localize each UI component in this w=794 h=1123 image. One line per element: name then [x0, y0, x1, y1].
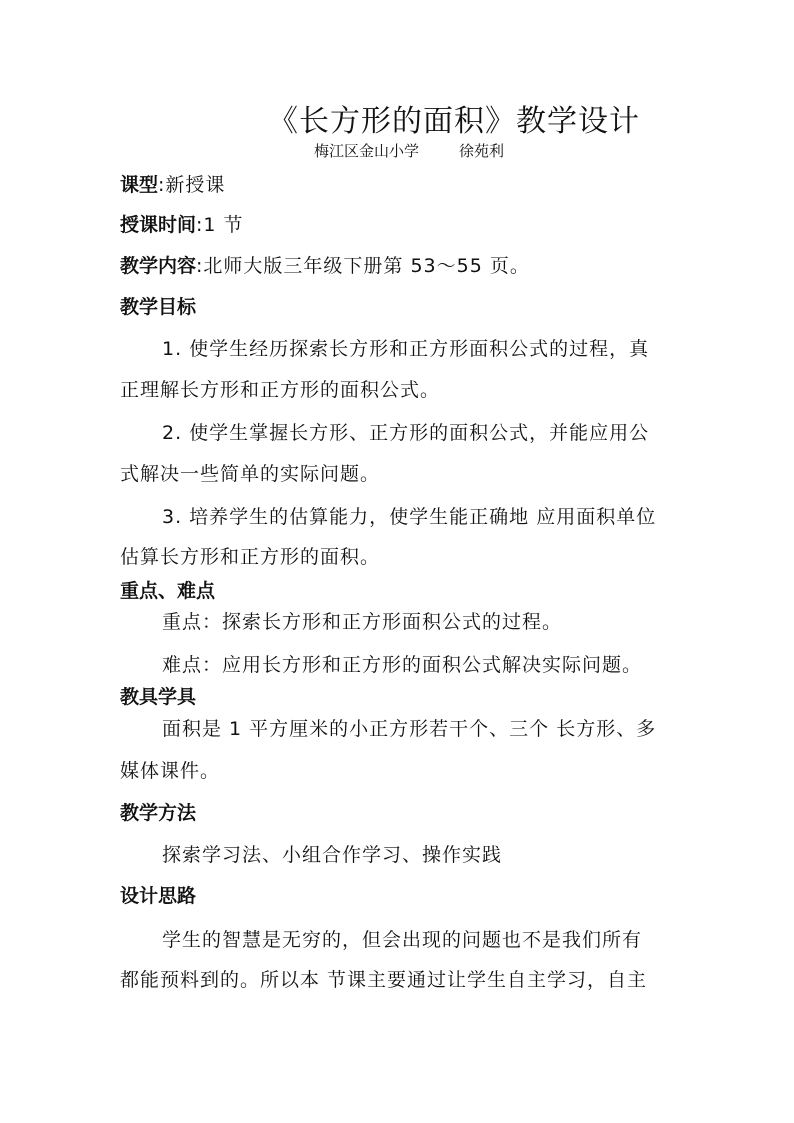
duration-value: :1 节 — [196, 214, 244, 236]
page-title: 《长方形的面积》教学设计 — [268, 104, 640, 139]
goal-2-line-1: 2. 使学生掌握长方形、正方形的面积公式，并能应用公 — [162, 422, 650, 444]
duration-label: 授课时间 — [120, 214, 197, 236]
duration-line — [120, 210, 244, 237]
content-line — [120, 251, 530, 278]
methods-text: 探索学习法、小组合作学习、操作实践 — [162, 844, 503, 866]
design-heading: 设计思路 — [120, 885, 197, 907]
school-name: 梅江区金山小学 — [314, 142, 420, 160]
design-line-2: 都能预料到的。所以本 节课主要通过让学生自主学习，自主 — [120, 969, 648, 991]
keypoint-difficult: 难点：应用长方形和正方形的面积公式解决实际问题。 — [162, 654, 643, 676]
tools-line-1: 面积是 1 平方厘米的小正方形若干个、三个 长方形、多 — [162, 718, 657, 740]
course-type-value: :新授课 — [158, 174, 226, 196]
keypoints-heading: 重点、难点 — [120, 580, 216, 602]
goal-2-line-2: 式解决一些简单的实际问题。 — [120, 463, 381, 485]
author-line — [314, 140, 504, 161]
goal-1-line-1: 1. 使学生经历探索长方形和正方形面积公式的过程，真 — [162, 338, 650, 360]
content-value: :北师大版三年级下册第 53～55 页。 — [196, 255, 530, 277]
keypoint-key: 重点：探索长方形和正方形面积公式的过程。 — [162, 611, 563, 633]
design-line-1: 学生的智慧是无穷的，但会出现的问题也不是我们所有 — [162, 929, 643, 951]
tools-heading: 教具学具 — [120, 686, 197, 708]
methods-heading: 教学方法 — [120, 802, 197, 824]
content-label: 教学内容 — [120, 255, 197, 277]
goals-heading: 教学目标 — [120, 296, 197, 318]
author-name: 徐苑利 — [459, 142, 505, 160]
course-type-label: 课型 — [120, 174, 159, 196]
goal-1-line-2: 正理解长方形和正方形的面积公式。 — [120, 379, 441, 401]
course-type-line — [120, 170, 225, 197]
goal-3-line-1: 3. 培养学生的估算能力，使学生能正确地 应用面积单位 — [162, 506, 657, 528]
tools-line-2: 媒体课件。 — [120, 760, 221, 782]
goal-3-line-2: 估算长方形和正方形的面积。 — [120, 546, 381, 568]
